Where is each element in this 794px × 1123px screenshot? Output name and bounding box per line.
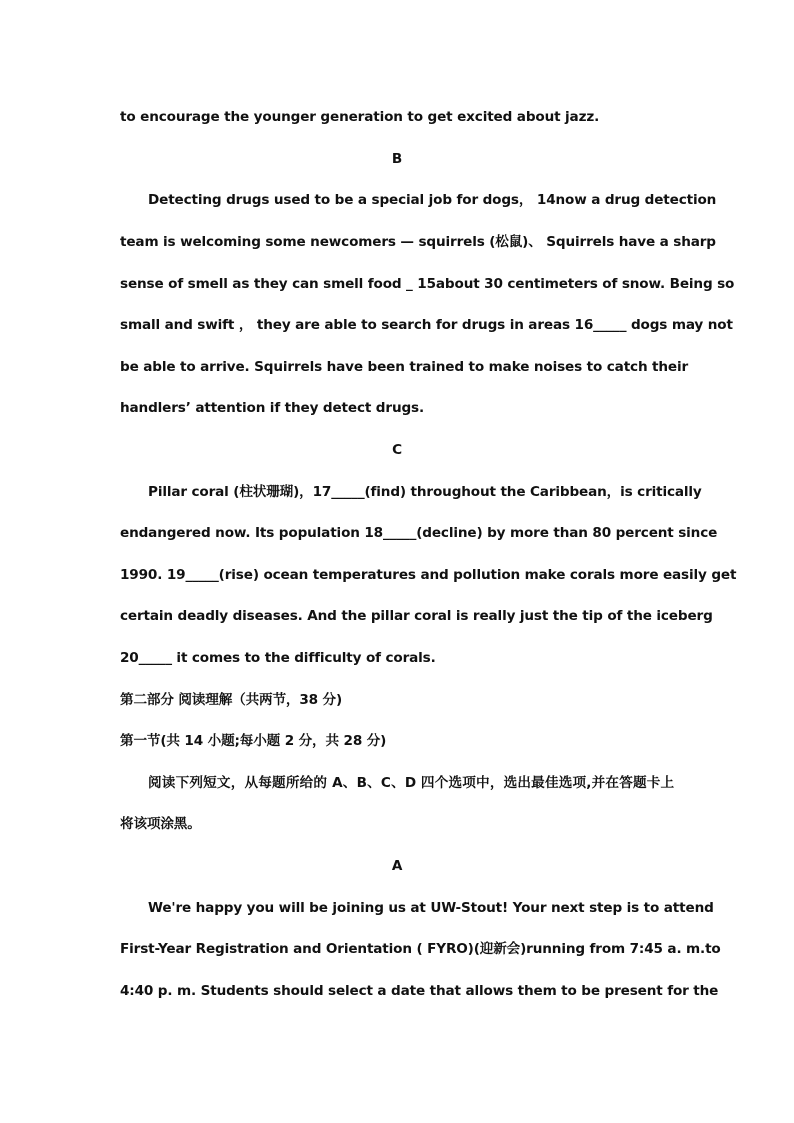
paragraph-line: be able to arrive. Squirrels have been trained to make noises to catch their (120, 359, 689, 375)
part-heading: 第二部分 阅读理解（共两节，38 分) (120, 692, 343, 708)
paragraph-line: 4:40 p. m. Students should select a date that allows them to be present for the (120, 983, 719, 999)
paragraph-line: 20_____ it comes to the difficulty of corals. (120, 650, 436, 666)
section-heading-b: B (391, 151, 403, 167)
paragraph-line: First-Year Registration and Orientation ( FYRO)(迎新会)running from 7:45 a. m.to (120, 941, 721, 957)
instruction-line: 将该项涂黑。 (120, 816, 201, 832)
subsection-heading: 第一节(共 14 小题;每小题 2 分，共 28 分) (120, 733, 387, 749)
paragraph-line: to encourage the younger generation to get excited about jazz. (120, 109, 600, 125)
paragraph-line: endangered now. Its population 18_____(decline) by more than 80 percent since (120, 525, 718, 541)
paragraph-line: certain deadly diseases. And the pillar coral is really just the tip of the iceberg (120, 608, 713, 624)
paragraph-line: sense of smell as they can smell food _ 15about 30 centimeters of snow. Being so (120, 276, 735, 292)
paragraph-line: Detecting drugs used to be a special job for dogs， 14now a drug detection (148, 192, 717, 208)
section-heading-a: A (391, 858, 403, 874)
paragraph-line: We're happy you will be joining us at UW-Stout! Your next step is to attend (148, 900, 714, 916)
paragraph-line: small and swift ， they are able to search for drugs in areas 16_____ dogs may not (120, 317, 733, 333)
paragraph-line: Pillar coral (柱状珊瑚)，17_____(find) throughout the Caribbean，is critically (148, 484, 702, 500)
paragraph-line: 1990. 19_____(rise) ocean temperatures and pollution make corals more easily get (120, 567, 737, 583)
paragraph-line: handlers’ attention if they detect drugs. (120, 400, 425, 416)
paragraph-line: team is welcoming some newcomers — squirrels (松鼠)、 Squirrels have a sharp (120, 234, 716, 250)
instruction-line: 阅读下列短文，从每题所给的 A、B、C、D 四个选项中，选出最佳选项,并在答题卡上 (148, 775, 674, 791)
section-heading-c: C (392, 442, 402, 458)
